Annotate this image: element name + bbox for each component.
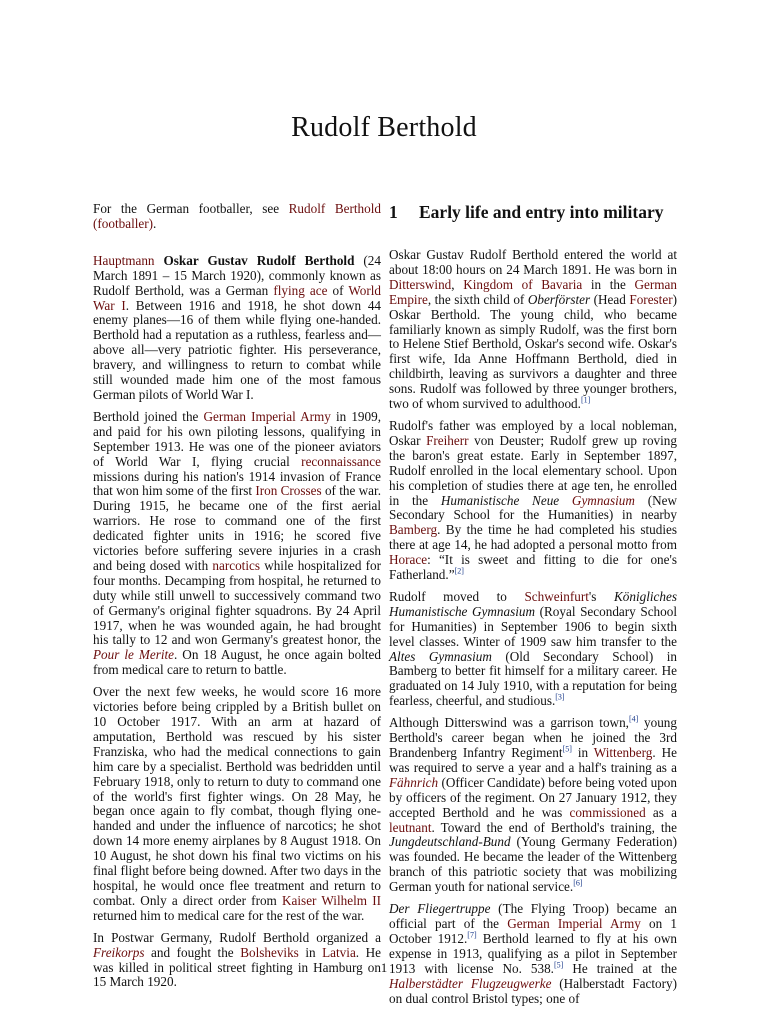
link-german-empire[interactable]: German Empire: [389, 276, 677, 307]
citation-ref[interactable]: [5]: [553, 960, 564, 970]
link-german-imperial-army[interactable]: German Imperial Army: [203, 408, 331, 424]
paragraph: Oskar Gustav Rudolf Berthold entered the world at about 18:00 hours on 24 March 1891. He was born in Ditterswind, Kingdom of Bavaria in the German Empire, the sixth child of Oberförster (Head Forester) Oskar Berthold. The young child, who became familiarly known as simply Rudolf, was the first born to Helene Stief Berthold, Oskar's second wife. Oskar's first wife, Ida Anne Hoffmann Berthold, died in childbirth, leaving as survivors a daughter and three sons. Rudolf was followed by three younger brothers, two of whom survived to adulthood.[1]: [389, 247, 677, 412]
paragraph: Berthold joined the German Imperial Army in 1909, and paid for his own piloting lessons, qualifying in September 1913. He was one of the pioneer aviators of World War I, flying crucial reconnaissance missions during his nation's 1914 invasion of France that won him some of the first Iron Crosses of the war. During 1915, he became one of the first aerial warriors. He rose to command one of the first dedicated fighter units in 1916; he scored five victories before suffering severe injuries in a crash and being dosed with narcotics while hospitalized for four months. Decamping from hospital, he returned to duty while still unwell to successively command two of Germany's original fighter squadrons. By 24 April 1917, when he was wounded again, he had brought his tally to 12 and won Germany's greatest honor, the Pour le Merite. On 18 August, he once again bolted from medical care to return to battle.: [93, 408, 382, 678]
link-hauptmann[interactable]: Hauptmann: [93, 252, 155, 268]
hatnote: For the German footballer, see Rudolf Berthold (footballer).: [93, 201, 381, 231]
citation-ref[interactable]: [2]: [454, 566, 464, 576]
citation-ref[interactable]: [6]: [573, 878, 583, 888]
link-rudolf-berthold-footballer[interactable]: Rudolf Berthold (footballer): [93, 201, 381, 231]
paragraph: Rudolf moved to Schweinfurt's Königliches Humanistische Gymnasium (Royal Secondary School for Humanities) in September 1906 to begin sixth level classes. Winter of 1909 saw him transfer to the Altes Gymnasium (Old Secondary School) in Bamberg to better fit himself for a military career. He graduated on 14 July 1910, with a reputation for being fearless, cheerful, and studious.[3]: [389, 588, 678, 709]
link-commissioned[interactable]: commissioned: [569, 804, 646, 820]
section-title: Early life and entry into military: [419, 202, 664, 222]
link-horace[interactable]: Horace: [389, 552, 428, 568]
page-number: 1: [380, 960, 388, 975]
link-world-war-i[interactable]: World War I: [93, 282, 381, 313]
citation-ref[interactable]: [7]: [467, 930, 477, 940]
link-bamberg[interactable]: Bamberg: [389, 522, 438, 538]
paragraph: Although Ditterswind was a garrison town,[4] young Berthold's career began when he joined the 3rd Brandenberg Infantry Regiment[5] in Wittenberg. He was required to serve a year and a half's training as a Fähnrich (Officer Candidate) before being voted upon by officers of the regiment. On 27 January 1912, they accepted Berthold and he was commissioned as a leutnant. Toward the end of Berthold's training, the Jungdeutschland-Bund (Young Germany Federation) was founded. He became the leader of the Wittenberg branch of this patriotic society that was mobilizing German youth for national service.[6]: [389, 714, 678, 895]
link-schweinfurt[interactable]: Schweinfurt: [524, 588, 589, 604]
link-german-imperial-army[interactable]: German Imperial Army: [507, 915, 641, 931]
link-gymnasium[interactable]: Gymnasium: [571, 492, 635, 508]
link-halberstadter-flugzeugwerke[interactable]: Halberstädter Flugzeugwerke: [389, 975, 552, 991]
link-reconnaissance[interactable]: reconnaissance: [301, 453, 381, 469]
link-iron-crosses[interactable]: Iron Crosses: [255, 483, 322, 499]
link-leutnant[interactable]: leutnant: [389, 819, 432, 835]
link-fahnrich[interactable]: Fähnrich: [389, 774, 439, 790]
paragraph: Over the next few weeks, he would score 16 more victories before being crippled by a British bullet on 10 October 1917. With an arm at hazard of amputation, Berthold was rescued by his sister Franziska, who had the medical connections to gain him care by a specialist. Berthold was bedridden until February 1918, only to return to duty to command one of the world's first fighter wings. On 28 May, he began once again to fly combat, though flying one-handed and under the influence of narcotics; he shot down 14 more enemy airplanes by 8 August 1918. On 10 August, he shot down his final two victims on his final flight before being downed. After two days in the hospital, he would once flee treatment and return to combat. Only a direct order from Kaiser Wilhelm II returned him to medical care for the rest of the war.: [93, 684, 381, 923]
link-kaiser-wilhelm-ii[interactable]: Kaiser Wilhelm II: [282, 892, 381, 908]
link-kingdom-of-bavaria[interactable]: Kingdom of Bavaria: [463, 276, 583, 292]
link-freiherr[interactable]: Freiherr: [426, 432, 469, 448]
right-column: [389, 202, 677, 1013]
link-ditterswind[interactable]: Ditterswind: [389, 276, 452, 292]
link-latvia[interactable]: Latvia: [322, 944, 356, 960]
lead-paragraph: Hauptmann Oskar Gustav Rudolf Berthold (24 March 1891 – 15 March 1920), commonly known as Rudolf Berthold, was a German flying ace of World War I. Between 1916 and 1918, he shot down 44 enemy planes—16 of them while flying one-handed. Berthold had a reputation as a ruthless, fearless and—above all—very patriotic fighter. His perseverance, bravery, and willingness to return to combat while still wounded made him one of the most famous German pilots of World War I.: [93, 252, 382, 402]
citation-ref[interactable]: [3]: [555, 692, 565, 702]
section-number: 1: [389, 202, 398, 222]
paragraph: In Postwar Germany, Rudolf Berthold organized a Freikorps and fought the Bolsheviks in Latvia. He was killed in political street fighting in Hamburg on 15 March 1920.: [93, 929, 381, 990]
left-column: [93, 202, 381, 997]
page-title: Rudolf Berthold: [291, 112, 477, 143]
citation-ref[interactable]: [5]: [562, 744, 572, 754]
link-bolsheviks[interactable]: Bolsheviks: [240, 944, 299, 960]
subject-name: Oskar Gustav Rudolf Berthold: [163, 252, 355, 268]
link-narcotics[interactable]: narcotics: [212, 557, 260, 573]
link-wittenberg[interactable]: Wittenberg: [593, 745, 653, 760]
paragraph: Der Fliegertruppe (The Flying Troop) became an official part of the German Imperial Army on 1 October 1912.[7] Berthold learned to fly at his own expense in 1913, qualifying as a pilot in September 1913 with license No. 538.[5] He trained at the Halberstädter Flugzeugwerke (Halberstadt Factory) on dual control Bristol types; one of: [389, 901, 678, 1006]
citation-ref[interactable]: [4]: [628, 714, 639, 724]
link-flying-ace[interactable]: flying ace: [273, 282, 328, 298]
citation-ref[interactable]: [1]: [580, 395, 591, 405]
link-pour-le-merite[interactable]: Pour le Merite: [93, 647, 175, 663]
section-heading: [389, 202, 677, 222]
link-forester[interactable]: Forester: [629, 291, 673, 307]
link-freikorps[interactable]: Freikorps: [93, 944, 145, 960]
paragraph: Rudolf's father was employed by a local nobleman, Oskar Freiherr von Deuster; Rudolf grew up roving the baron's great estate. Early in September 1897, Rudolf enrolled in the local elementary school. Upon his completion of studies there at age ten, he enrolled in the Humanistische Neue Gymnasium (New Secondary School for the Humanities) in nearby Bamberg. By the time he had completed his studies there at age 14, he had adopted a personal motto from Horace: “It is sweet and fitting to die for one's Fatherland.”[2]: [389, 417, 677, 583]
